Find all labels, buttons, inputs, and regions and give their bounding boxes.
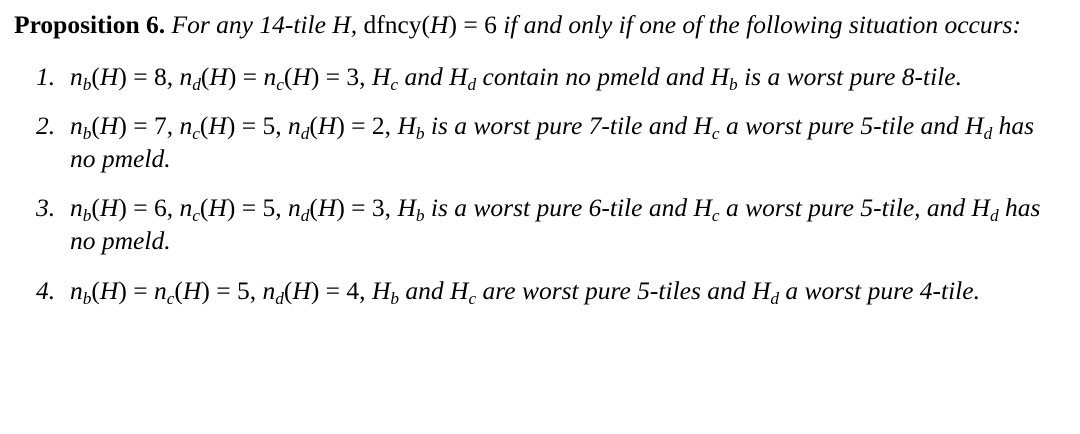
list-item-text: $n_b(H) = 7$, $n_c(H) = 5$, $n_d(H) = 2$, $H_b$ is a worst pure 7-tile and $H_c$ a worst pure 5-tile and $H_d$ has no pmeld. <box>70 111 1035 174</box>
list-item-number: 3. <box>36 193 56 223</box>
situation-list <box>14 60 1062 307</box>
symbol-h-arg: H <box>430 10 449 39</box>
list-item-number: 1. <box>36 61 56 91</box>
list-item <box>14 109 1062 175</box>
list-item-text: $n_b(H) = 6$, $n_c(H) = 5$, $n_d(H) = 3$, $H_b$ is a worst pure 6-tile and $H_c$ a worst pure 5-tile, and $H_d$ has no pmeld. <box>70 193 1041 256</box>
list-item <box>14 191 1062 257</box>
function-dfncy: dfncy <box>363 10 422 39</box>
list-item <box>14 60 1062 93</box>
proposition-label: Proposition 6. <box>14 10 166 39</box>
list-item-number: 4. <box>36 275 56 305</box>
list-item-text: $n_b(H) = n_c(H) = 5$, $n_d(H) = 4$, $H_b$ and $H_c$ are worst pure 5-tiles and $H_d$ a worst pure 4-tile. <box>70 275 980 308</box>
list-item-number: 2. <box>36 111 56 141</box>
list-item <box>14 274 1062 307</box>
proposition-statement: For any 14-tile H, dfncy(H) = 6 if and only if one of the following situation occurs: <box>171 10 1021 39</box>
proposition-heading <box>14 8 1062 42</box>
list-item-text: $n_b(H) = 8$, $n_d(H) = n_c(H) = 3$, $H_c$ and $H_d$ contain no pmeld and $H_b$ is a worst pure 8-tile. <box>70 61 962 94</box>
symbol-h: H <box>332 10 351 39</box>
